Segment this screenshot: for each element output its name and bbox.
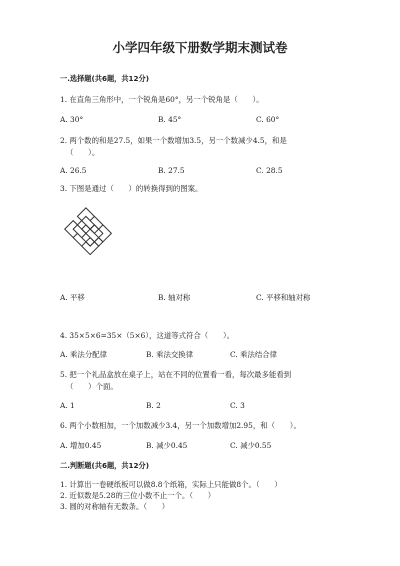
judgement-item-1: 1. 计算出一卷硬纸板可以做8.8个纸箱，实际上只能做8个。（ ） [60,480,282,489]
question-6-option-b[interactable]: B. 减少0.45 [146,441,188,450]
section-heading-judgement: 二.判断题(共6题，共12分) [60,461,149,470]
question-1-option-b[interactable]: B. 45° [158,115,182,124]
question-4-option-b[interactable]: B. 乘法交换律 [146,350,194,359]
question-2-option-a[interactable]: A. 26.5 [60,166,87,175]
question-2-option-c[interactable]: C. 28.5 [256,166,283,175]
question-3-option-c[interactable]: C. 平移和轴对称 [256,293,311,302]
pattern-figure [54,206,132,272]
question-3-option-a[interactable]: A. 平移 [60,293,85,302]
judgement-item-3: 3. 圆的对称轴有无数条。（ ） [60,502,170,511]
question-6-option-c[interactable]: C. 减少0.55 [230,441,272,450]
question-3-stem: 3. 下图是通过（ ）的转换得到的图案。 [60,184,203,193]
judgement-item-2: 2. 近似数是5.28的三位小数不止一个。（ ） [60,491,216,500]
question-6-option-a[interactable]: A. 增加0.45 [60,441,102,450]
question-4-stem: 4. 35×5×6=35×（5×6），这道等式符合（ ）。 [60,331,235,340]
page-title: 小学四年级下册数学期末测试卷 [112,40,288,55]
question-3-option-b[interactable]: B. 轴对称 [158,293,191,302]
question-5-option-c[interactable]: C. 3 [230,401,245,410]
question-2-stem-line1: 2. 两个数的和是27.5，如果一个数增加3.5，另一个数减少4.5，和是 [60,136,287,145]
question-5-option-b[interactable]: B. 2 [146,401,161,410]
question-2-option-b[interactable]: B. 27.5 [158,166,185,175]
question-5-stem-line1: 5. 把一个礼品盒放在桌子上，站在不同的位置看一看，每次最多能看到 [60,370,292,379]
question-6-stem: 6. 两个小数相加，一个加数减少3.4，另一个加数增加2.95，和（ ）。 [60,421,301,430]
question-1-option-a[interactable]: A. 30° [60,115,84,124]
question-5-option-a[interactable]: A. 1 [60,401,75,410]
section-heading-choice: 一.选择题(共6题，共12分) [60,74,149,83]
question-2-stem-line2: （ ）。 [66,148,100,157]
question-4-option-c[interactable]: C. 乘法结合律 [230,350,278,359]
question-1-option-c[interactable]: C. 60° [256,115,280,124]
question-5-stem-line2: （ ）个面。 [66,382,118,391]
question-4-option-a[interactable]: A. 乘法分配律 [60,350,107,359]
question-1-stem: 1. 在直角三角形中，一个锐角是60°，另一个锐角是（ ）。 [60,95,264,104]
